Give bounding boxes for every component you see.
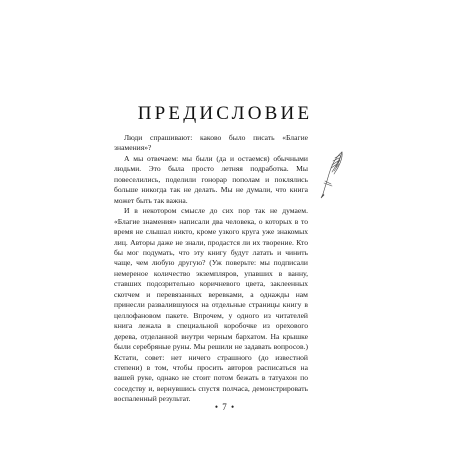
paragraph: И в некотором смысле до сих пор так не думаем. «Благие знамения» написали два человека, о которых в то время не слышал никто, кроме узкого круга уже знакомых лиц. Авторы даже не знали, продастся ли их творение. Кто бы мог подумать, что эту книгу будут латать и чинить чаще, чем любую другую? (Уж поверьте: мы подписали немереное количество экземпляров, упавших в ванну, ставших подозрительно коричневого цвета, заклеенных скотчем и перевязанных веревками, а однажды нам принесли развалившуюся на отдельные страницы книгу в целлофановом пакете. Впрочем, у одного из читателей книга лежала в специальной коробочке из орехового дерева, отделанной внутри черным бархатом. На крышке были серебряные руны. Мы решили не задавать вопросов.) Кстати, совет: нет ничего страшного (до известной степени) в том, чтобы просить авторов расписаться на вашей руке, однако не стоит потом бежать в татуахон по соседству и, вернувшись спустя полчаса, демонстрировать воспаленный результат. (114, 206, 308, 404)
page-number: • 7 • (214, 402, 236, 412)
paragraph: Люди спрашивают: каково было писать «Благие знамения»? (114, 133, 308, 153)
chapter-title: ПРЕДИСЛОВИЕ (137, 103, 313, 124)
body-text (114, 133, 308, 405)
paragraph: А мы отвечаем: мы были (да и остаемся) обычными людьми. Это была просто летняя подработка. Мы повеселились, поделили гонорар пополам и поклялись больше никогда так не делать. Мы не думали, что книга может быть так важна. (114, 153, 308, 205)
quill-pen-icon (318, 150, 346, 200)
